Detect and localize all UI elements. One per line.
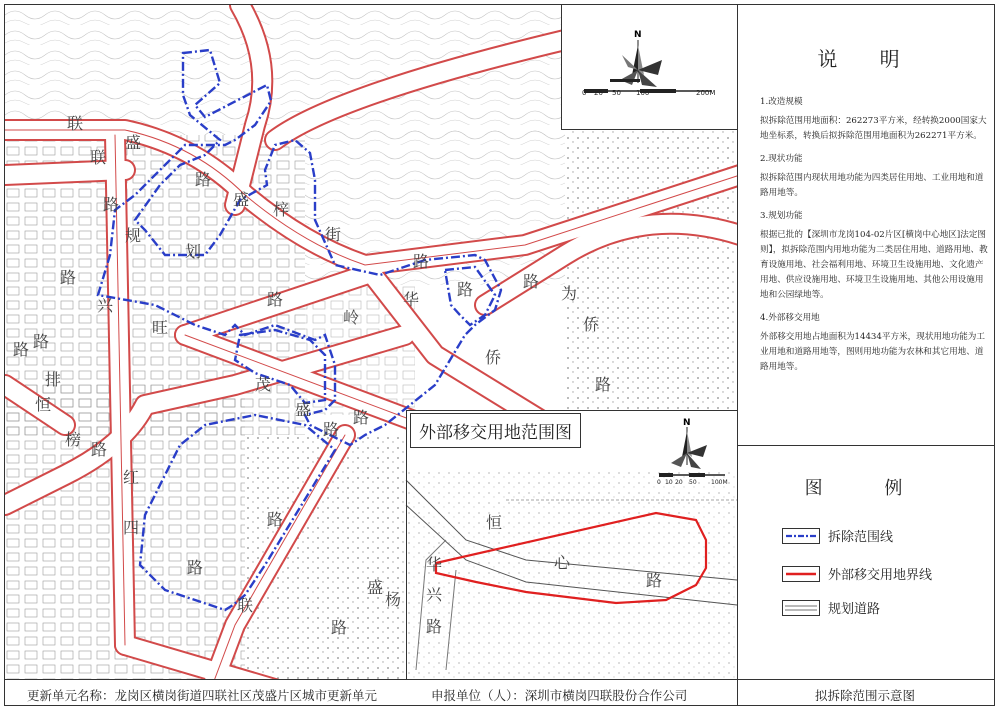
legend-title: 图 例 — [804, 478, 931, 499]
road-name-char: 盛 — [367, 578, 384, 597]
applicant: 申报单位（人）：深圳市横岗四联股份合作公司 — [431, 688, 688, 703]
legend-panel — [737, 445, 995, 680]
road-name-char: 路 — [13, 340, 30, 359]
road-name-char: 划 — [185, 242, 202, 261]
inset-overlay: 外部移交用地范围图 N 0 10 20 50 100M — [406, 410, 738, 680]
road-name-char: 路 — [457, 280, 474, 299]
road-name-char: 侨 — [485, 348, 502, 367]
road-name-char: 盛 — [233, 190, 250, 209]
road-name-char: 路 — [187, 558, 204, 577]
notes-title: 说 明 — [817, 47, 918, 71]
road-name-char: 为 — [561, 284, 578, 303]
note-heading: 4.外部移交用地 — [760, 313, 820, 323]
road-name-char: 杨 — [385, 590, 402, 609]
legend-item-demolition: 拆除范围线 — [782, 526, 893, 545]
road-name-char: 联 — [67, 114, 84, 133]
inset-road-name-char: 路 — [646, 571, 663, 590]
road-name-char: 街 — [325, 225, 342, 244]
unit-name: 更新单元名称：龙岗区横岗街道四联社区茂盛片区城市更新单元 — [27, 688, 378, 703]
road-name-char: 路 — [103, 195, 120, 214]
inset-road-name-char: 心 — [554, 553, 571, 572]
road-name-char: 规 — [125, 226, 142, 245]
road-name-char: 路 — [323, 420, 340, 439]
road-name-char: 联 — [90, 148, 107, 167]
inset-road-name-char: 恒 — [486, 513, 503, 532]
road-icon — [782, 600, 820, 616]
road-name-char: 茂 — [255, 375, 272, 394]
note-text: 拟拆除范围用地面积：262273平方米，经转换2000国家大地坐标系，转换后拟拆除范围用地面积为262271平方米。 — [760, 116, 987, 141]
road-name-char: 四 — [123, 518, 140, 537]
road-name-char: 路 — [595, 375, 612, 394]
diagram-title: 拟拆除范围示意图 — [815, 688, 916, 703]
inset-compass-icon — [655, 413, 735, 483]
transfer-line-icon — [782, 566, 820, 582]
inset-road-name-char: 路 — [426, 617, 443, 636]
inset-title: 外部移交用地范围图 — [410, 413, 581, 448]
note-text: 外部移交用地占地面积为14434平方米，现状用地功能为工业用地和道路用地等，图则用地功能为农林和其它用地、道路用地等。 — [760, 332, 985, 372]
road-name-char: 旺 — [152, 318, 169, 337]
road-name-char: 路 — [91, 440, 108, 459]
road-name-char: 路 — [267, 510, 284, 529]
road-name-char: 红 — [123, 468, 140, 487]
road-name-char: 排 — [45, 370, 62, 389]
road-name-char: 路 — [353, 408, 370, 427]
svg-text:N: N — [634, 30, 642, 40]
road-name-char: 路 — [195, 170, 212, 189]
map-frame — [4, 4, 995, 706]
notes-panel — [737, 5, 995, 445]
note-heading: 3.规划功能 — [760, 211, 803, 221]
legend-item-road: 规划道路 — [782, 598, 880, 617]
road-name-char: 联 — [237, 596, 254, 615]
road-name-char: 路 — [60, 268, 77, 287]
road-name-char: 路 — [413, 252, 430, 271]
road-name-char: 路 — [33, 332, 50, 351]
inset-road-name-char: 兴 — [426, 585, 443, 604]
road-name-char: 侨 — [583, 315, 600, 334]
demolition-line-icon — [782, 528, 820, 544]
note-text: 拟拆除范围内现状用地功能为四类居住用地、工业用地和道路用地等。 — [760, 173, 984, 198]
legend-item-transfer: 外部移交用地界线 — [782, 564, 932, 583]
road-name-char: 路 — [331, 618, 348, 637]
road-name-char: 梓 — [273, 200, 290, 219]
road-name-char: 盛 — [125, 133, 142, 152]
road-name-char: 路 — [267, 290, 284, 309]
road-name-char: 路 — [523, 272, 540, 291]
note-text: 根据已批的【深圳市龙岗104-02片区[横岗中心地区]法定图则】，拟拆除范围内用地功能为二类居住用地、道路用地、教育设施用地、社会福利用地、环境卫生设施用地、文化遗产用地、供应设施用地、环境卫生设施用地、其他公用设施用地和公园绿地等。 — [760, 230, 988, 300]
divider — [737, 680, 738, 706]
road-name-char: 恒 — [35, 395, 52, 414]
svg-text:N: N — [683, 418, 691, 428]
note-heading: 1.改造规模 — [760, 97, 803, 107]
road-name-char: 兴 — [97, 296, 114, 315]
notes-body — [760, 87, 988, 375]
road-name-char: 盛 — [295, 400, 312, 419]
compass-box: N 0 20 50 100 200M — [561, 5, 738, 130]
road-name-char: 岭 — [343, 308, 360, 327]
road-name-char: 榜 — [65, 430, 82, 449]
title-bar — [5, 679, 995, 706]
road-name-char: 华 — [403, 290, 420, 309]
note-heading: 2.现状功能 — [760, 154, 803, 164]
inset-road-name-char: 华 — [426, 555, 443, 574]
